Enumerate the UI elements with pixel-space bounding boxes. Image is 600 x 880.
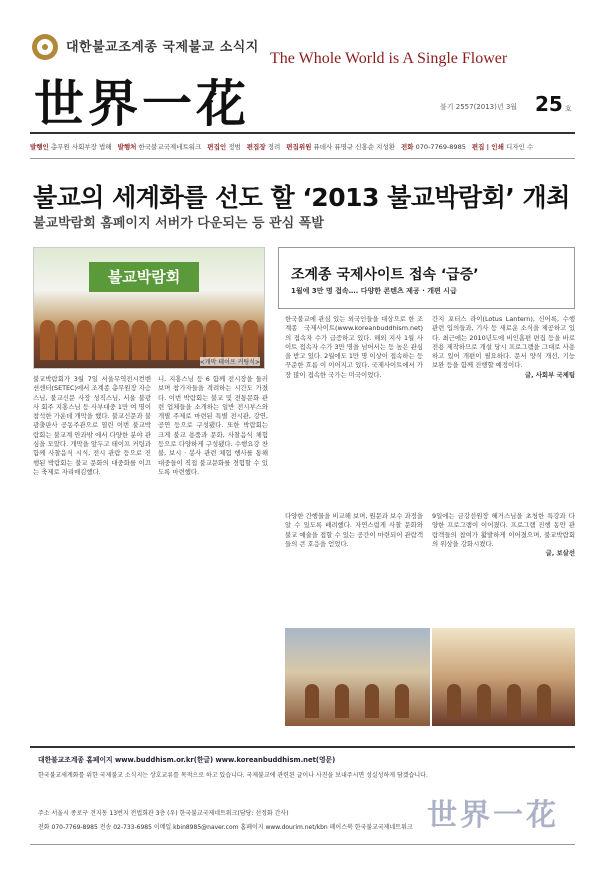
article-column-1: 불교박람회가 3월 7일 서울무역전시컨벤션센터(SETEC)에서 조계종 총무원장 자승스님, 불교신문 사장 성직스님, 서울 불광사 회주 지홍스님 등 사부대중 1만 여 명이 참석한 가운데 개막을 했다. 불교신문과 불광출판사 공동주관으로 열린 이번 불교박람회는 불교계 안과밖 에서 다양한 분야 관심을 모았다. 개막을 앞두고 테이프 커팅과 함께 사찰음식 시식, 전시 관람 등으로 진행된 박람회는 불교 문화의 대중화를 이끄는 축제로 자리매김했다. [33,375,151,476]
submission-notice: 한국불교세계화를 위한 국제불교 소식지는 상호교류를 목적으로 하고 있습니다. 국제불교에 관련된 글이나 사진을 보내주시면 성실성하게 담겠습니다. [38,772,428,779]
subheadline: 불교박람회 홈페이지 서버가 다운되는 등 관심 폭발 [33,216,324,231]
article-column-2: 니, 지홍스님 등 6 함께 전시장을 둘러보며 참가자들을 격려하는 시간도 가졌다. 이번 박람회는 불교 및 전통문화 관련 업체들을 소개하는 일반 전시부스와 개별 주제로 마련된 특별 전시관, 강연, 공연 등으로 구성됐다. 또한 박람회는 크게 불교 용품과 문화, 사찰음식 체험 등으로 다양하게 구성됐다. 수행요강 찬불, 보시 · 봉사 관련 체험 행사를 통해 대중들이 직접 불교문화를 경험할 수 있도록 마련했다. [158,375,268,476]
box-column-1: 한국불교에 관심 있는 외국인들을 대상으로 한 조계종 국제사이트(www.koreanbuddhism.net)의 접속자 수가 급증하고 있다. 해외 지사 1월 사이트 접속자 수가 3만 명을 넘어서는 등 높은 관심을 받고 있다. 2월에도 1만 명 이상이 접속하는 등 꾸준한 흐름 이 이어지고 있다. 국제사이트에서 가장 많이 접속한 국가는 미국이었다. [285,315,423,379]
footer-logo-mark: 世界一花 [427,798,559,833]
expo-hall-photo [285,628,430,726]
opening-ceremony-photo [33,247,265,369]
issue-date: 불기 2557(2013)년 3월 [440,103,518,111]
box-title: 조계종 국제사이트 접속 ‘급증’ [291,267,479,283]
jogye-emblem-icon [32,34,58,60]
article-column-3: 다양한 간행물을 비교해 보며, 원문과 보수 과정을 알 수 있도록 배려했다. 자연스럽게 사찰 문화와 불교 예술을 접할 수 있는 공간이 마련되어 관람객들의 큰 호응을 얻었다. [285,512,423,548]
org-name: 대한불교조계종 국제불교 소식지 [66,40,259,55]
article-byline: 글, 보살선 [545,549,575,558]
phone: 전화 070-7769-8985 [401,142,466,151]
chief-editor: 편집장 정려 [246,142,281,151]
slogan: The Whole World is A Single Flower [270,50,508,67]
issuer: 발행처 한국불교국제네트워크 [117,142,202,151]
headline: 불교의 세계화를 선도 할 ‘2013 불교박람회’ 개최 [33,183,570,212]
publication-info-bar [30,132,575,159]
issue-unit: 호 [565,105,572,113]
design: 편집 | 인쇄 디자인 수 [471,142,534,151]
article-column-4: 9일에는 금강선원장 혜거스님을 초청한 특강과 다양한 프로그램이 이어졌다. 프로그램 진행 동안 관람객들의 참여가 활발하게 이어졌으며, 불교박람회의 위상을 강화시켰다. 글, 보살선 [432,512,575,558]
publisher: 발행인 총무원 사회부장 법해 [30,142,112,151]
homepage-links: 대한불교조계종 홈페이지 www.buddhism.or.kr(한글) www.koreanbuddhism.net(영문) [38,756,336,764]
editorial-committee: 편집위원 퓨데사 퓨명규 신홍순 지성환 [286,142,396,151]
masthead [30,28,575,133]
box-byline: 글, 사회부 국제팀 [524,370,575,379]
ceremony-figures [40,320,258,360]
photo-caption: <개막 테이프 커팅식> [199,359,260,366]
newsletter-title: 世界一花 [34,74,250,133]
expo-banner: 불교박람회 [89,262,199,292]
contact-info: 전화 070-7769-8985 전송 02-733-6985 이메일 kbin8985@naver.com 홈페이지 www.dourim.net/kbn 페이스북 한국불교국제네트워크 [38,824,413,831]
box-column-2: 간지 포터스 라이(Lotus Lantern), 신어록, 수행 관련 입의들과, 기사 등 새로운 소식을 제공하고 있다. 최근에는 2010년도에 비인홈편 편집 등을 바로 전용 제작하므로 개설 당시 프로그램을 그대로 사용하고 있어 개편이 필요하다. 문서 양식 개선, 기능 보완 등을 함께 진행할 예정이다. 글, 사회부 국제팀 [432,315,575,379]
footer-info [30,746,575,845]
editor: 편집인 정범 [207,142,241,151]
box-subtitle: 1월에 3만 명 접속…. 다양한 콘텐츠 제공 · 개편 시급 [291,287,457,295]
address: 주소 서울시 종로구 견지동 13번지 전법회관 3층 (우) 한국불교국제네트워크(담당: 선정화 간사) [38,810,289,817]
issue-number: 25 [535,92,563,116]
sidebar-article-box [278,247,575,309]
monks-visiting-photo [432,628,575,726]
